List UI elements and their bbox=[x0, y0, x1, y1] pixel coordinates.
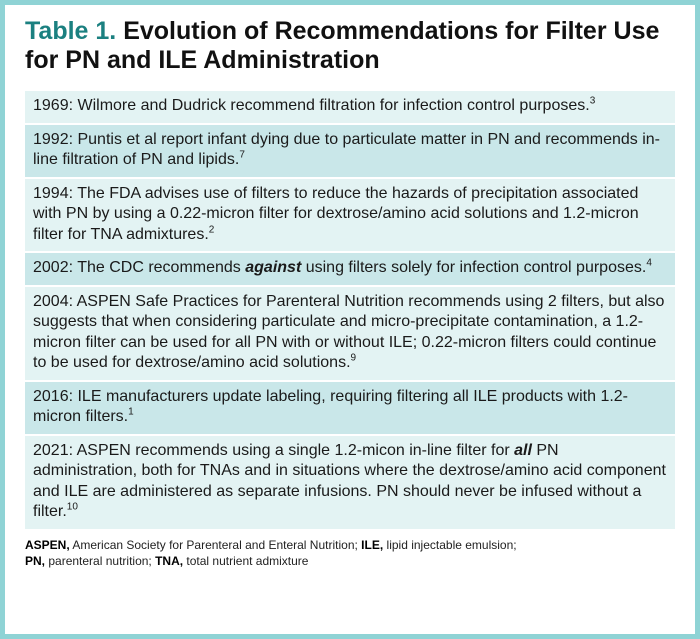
reference-number: 1 bbox=[128, 406, 134, 418]
recommendations-table bbox=[25, 91, 675, 529]
row-text: 1994: The FDA advises use of filters to reduce the hazards of precipitation associated with PN by using a 0.22-micron filter for dextrose/amino acid solutions and 1.2-micron filter for TNA admixtures. bbox=[33, 184, 639, 243]
abbreviation-definition: parenteral nutrition; bbox=[45, 553, 156, 568]
table-row bbox=[25, 287, 675, 380]
table-row bbox=[25, 382, 675, 434]
table-label: Table 1. bbox=[25, 17, 117, 45]
table-title bbox=[25, 17, 675, 75]
emphasis-text: against bbox=[245, 259, 302, 276]
abbreviation: TNA, bbox=[155, 553, 184, 568]
table-title-text: Evolution of Recommendations for Filter Use for PN and ILE Administration bbox=[25, 17, 660, 74]
row-text: 2021: ASPEN recommends using a single 1.2-micon in-line filter for bbox=[33, 441, 515, 459]
abbreviation: ILE, bbox=[361, 537, 384, 552]
emphasis-text: all bbox=[514, 441, 532, 459]
row-text: 2002: The CDC recommends bbox=[33, 259, 246, 276]
abbreviations-footnote bbox=[25, 537, 675, 569]
reference-number: 9 bbox=[350, 352, 357, 364]
reference-number: 2 bbox=[208, 224, 215, 236]
reference-number: 3 bbox=[589, 95, 596, 107]
abbreviation: ASPEN, bbox=[25, 537, 70, 552]
table-row bbox=[25, 179, 675, 252]
row-text: 1992: Puntis et al report infant dying due to particulate matter in PN and recommends in-line filtration of PN and lipids. bbox=[33, 130, 661, 168]
row-text: 1969: Wilmore and Dudrick recommend filtration for infection control purposes. bbox=[33, 97, 590, 114]
row-text: using filters solely for infection control purposes. bbox=[301, 259, 647, 276]
reference-number: 4 bbox=[646, 257, 652, 269]
reference-number: 7 bbox=[239, 149, 245, 161]
table-row bbox=[25, 125, 675, 177]
abbreviation-definition: lipid injectable emulsion; bbox=[383, 537, 517, 552]
row-text: PN administration, both for TNAs and in situations where the dextrose/amino acid component and ILE are administered as separate infusions. PN should never be infused without a filter. bbox=[33, 441, 666, 520]
table-row bbox=[25, 91, 675, 123]
reference-number: 10 bbox=[66, 501, 78, 513]
row-text: 2004: ASPEN Safe Practices for Parenteral Nutrition recommends using 2 filters, but also suggests that when considering particulate and micro-precipitate contamination, a 1.2-micron filter can be used for all PN with or without ILE; 0.22-micron filters could continue to be used for dextrose/amino acid solutions. bbox=[33, 292, 665, 371]
abbreviation-definition: American Society for Parenteral and Enteral Nutrition; bbox=[69, 537, 362, 552]
table-row bbox=[25, 436, 675, 529]
row-text: 2016: ILE manufacturers update labeling, requiring filtering all ILE products with 1.2-micron filters. bbox=[33, 387, 629, 425]
abbreviation-definition: total nutrient admixture bbox=[183, 553, 309, 568]
abbreviation: PN, bbox=[25, 553, 46, 568]
table-row bbox=[25, 253, 675, 285]
